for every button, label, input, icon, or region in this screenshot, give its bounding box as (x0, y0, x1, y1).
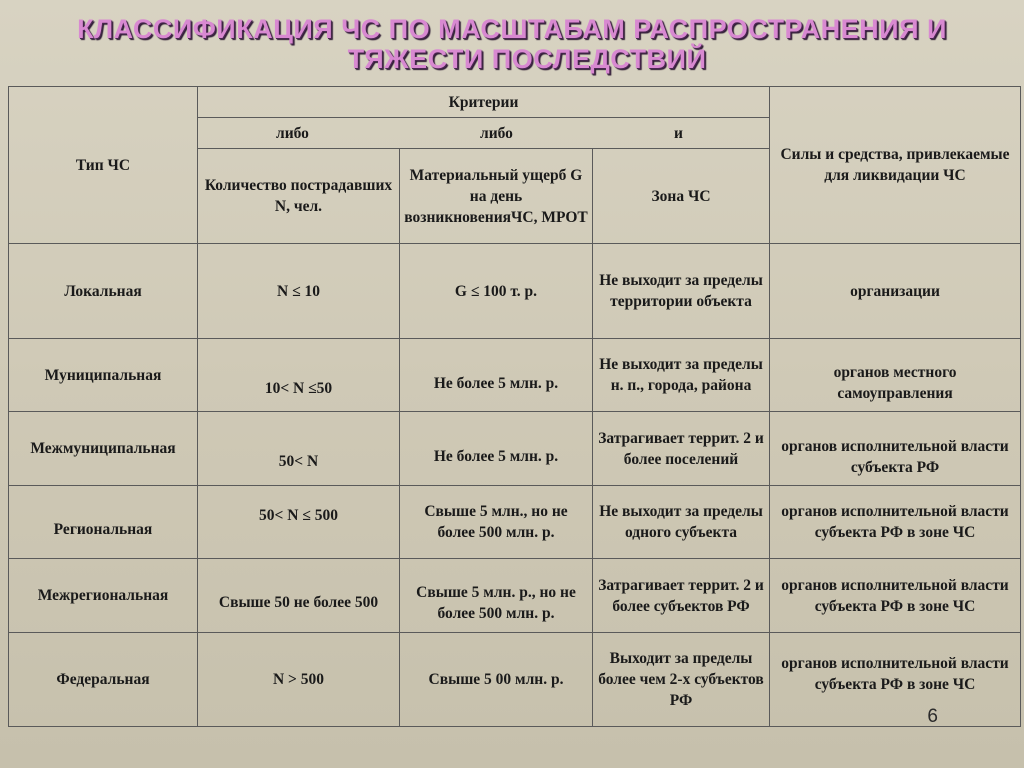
row-zone: Не выходит за пределы н. п., города, района (593, 339, 770, 412)
row-forces: органов исполнительной власти субъекта РФ в зоне ЧС (770, 486, 1021, 559)
header-forces: Силы и средства, привлекаемые для ликвидации ЧС (770, 87, 1021, 244)
header-damage: Материальный ущерб G на день возникновенияЧС, МРОТ (400, 149, 593, 244)
row-forces: органов исполнительной власти субъекта РФ (770, 412, 1021, 486)
row-damage: Свыше 5 млн., но не более 500 млн. р. (400, 486, 593, 559)
header-either-2: либо (480, 124, 513, 142)
row-damage: Не более 5 млн. р. (400, 339, 593, 412)
header-criteria: Критерии (198, 87, 770, 118)
row-type: Муниципальная (9, 339, 198, 412)
row-victims: 50< N (198, 412, 400, 486)
row-damage: G ≤ 100 т. р. (400, 244, 593, 339)
row-zone: Не выходит за пределы территории объекта (593, 244, 770, 339)
row-type: Региональная (9, 486, 198, 559)
slide-title (0, 14, 1024, 74)
header-conjunctions (198, 118, 770, 149)
row-damage: Свыше 5 00 млн. р. (400, 633, 593, 727)
row-type: Межмуниципальная (9, 412, 198, 486)
row-victims: 10< N ≤50 (198, 339, 400, 412)
row-damage: Не более 5 млн. р. (400, 412, 593, 486)
row-zone: Затрагивает террит. 2 и более поселений (593, 412, 770, 486)
header-type: Тип ЧС (9, 87, 198, 244)
classification-table (8, 86, 1021, 727)
slide-title-line-2: ТЯЖЕСТИ ПОСЛЕДСТВИЙ (347, 44, 707, 74)
row-forces: органов исполнительной власти субъекта РФ в зоне ЧС (770, 633, 1021, 727)
row-zone: Затрагивает террит. 2 и более субъектов РФ (593, 559, 770, 633)
row-zone: Выходит за пределы более чем 2-х субъектов РФ (593, 633, 770, 727)
row-forces: органов исполнительной власти субъекта РФ в зоне ЧС (770, 559, 1021, 633)
header-and: и (674, 124, 683, 142)
table-row (9, 244, 1021, 339)
table-row (9, 633, 1021, 727)
table-row (9, 339, 1021, 412)
slide-title-line-1: КЛАССИФИКАЦИЯ ЧС ПО МАСШТАБАМ РАСПРОСТРАНЕНИЯ И (77, 14, 947, 44)
row-victims: N > 500 (198, 633, 400, 727)
row-type: Локальная (9, 244, 198, 339)
row-type: Межрегиональная (9, 559, 198, 633)
page-number: 6 (927, 706, 938, 727)
row-damage: Свыше 5 млн. р., но не более 500 млн. р. (400, 559, 593, 633)
table-row (9, 559, 1021, 633)
row-victims: 50< N ≤ 500 (198, 486, 400, 559)
table-row (9, 486, 1021, 559)
header-either-1: либо (276, 124, 309, 142)
row-victims: Свыше 50 не более 500 (198, 559, 400, 633)
row-type: Федеральная (9, 633, 198, 727)
row-victims: N ≤ 10 (198, 244, 400, 339)
row-forces: органов местного самоуправления (770, 339, 1021, 412)
row-zone: Не выходит за пределы одного субъекта (593, 486, 770, 559)
table-row (9, 412, 1021, 486)
header-victims: Количество пострадавших N, чел. (198, 149, 400, 244)
header-zone: Зона ЧС (593, 149, 770, 244)
row-forces: организации (770, 244, 1021, 339)
